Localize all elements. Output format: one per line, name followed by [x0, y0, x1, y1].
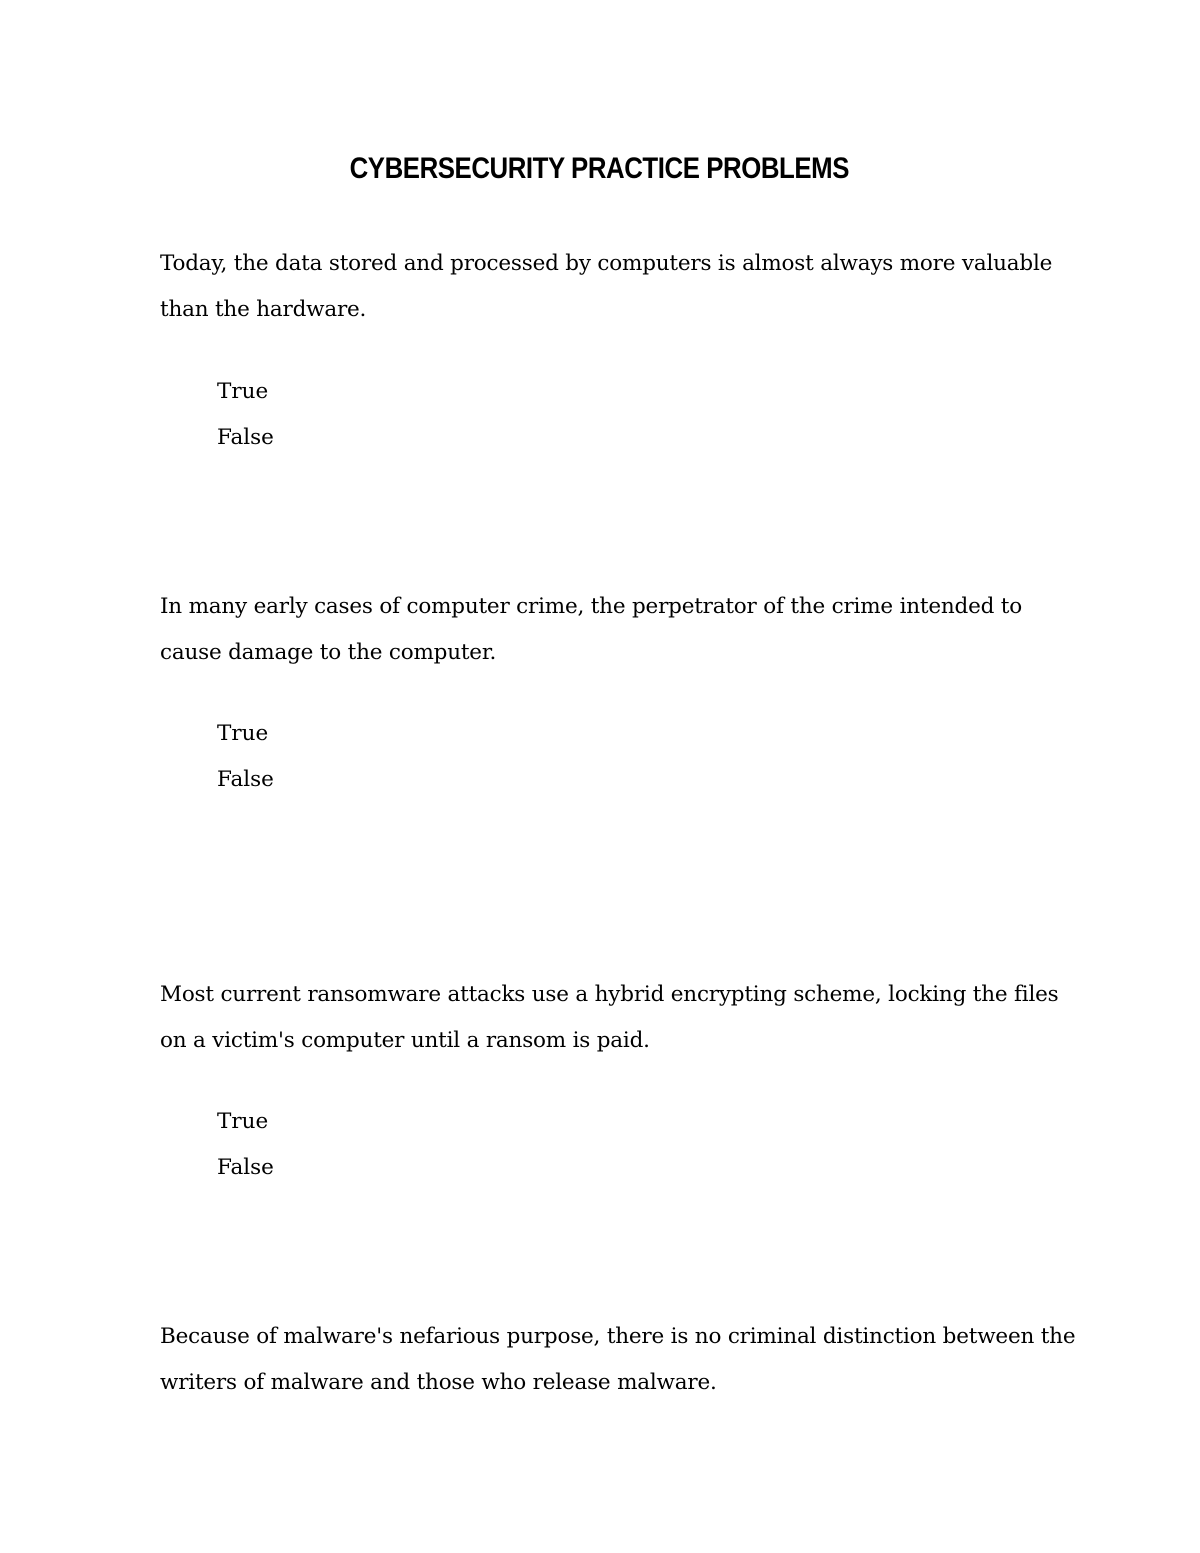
document-title: CYBERSECURITY PRACTICE PROBLEMS	[349, 152, 849, 185]
question-3	[160, 972, 1080, 1180]
option-false[interactable]: False	[217, 767, 274, 792]
answer-options	[217, 1099, 274, 1191]
option-true[interactable]: True	[217, 379, 269, 404]
question-4	[160, 1314, 1080, 1406]
option-true[interactable]: True	[217, 1109, 269, 1134]
question-text: Most current ransomware attacks use a hybrid encrypting scheme, locking the files on a victim's computer until a ransom is paid.	[160, 982, 1059, 1053]
question-text: Today, the data stored and processed by computers is almost always more valuable than the hardware.	[160, 251, 1053, 322]
option-false[interactable]: False	[217, 1155, 274, 1180]
answer-options	[217, 711, 274, 803]
option-true[interactable]: True	[217, 721, 269, 746]
question-2	[160, 584, 1080, 792]
question-1	[160, 241, 1080, 450]
option-false[interactable]: False	[217, 425, 274, 450]
question-text: In many early cases of computer crime, the perpetrator of the crime intended to cause damage to the computer.	[160, 594, 1022, 665]
question-text: Because of malware's nefarious purpose, there is no criminal distinction between the writers of malware and those who release malware.	[160, 1324, 1076, 1395]
answer-options	[217, 369, 274, 461]
